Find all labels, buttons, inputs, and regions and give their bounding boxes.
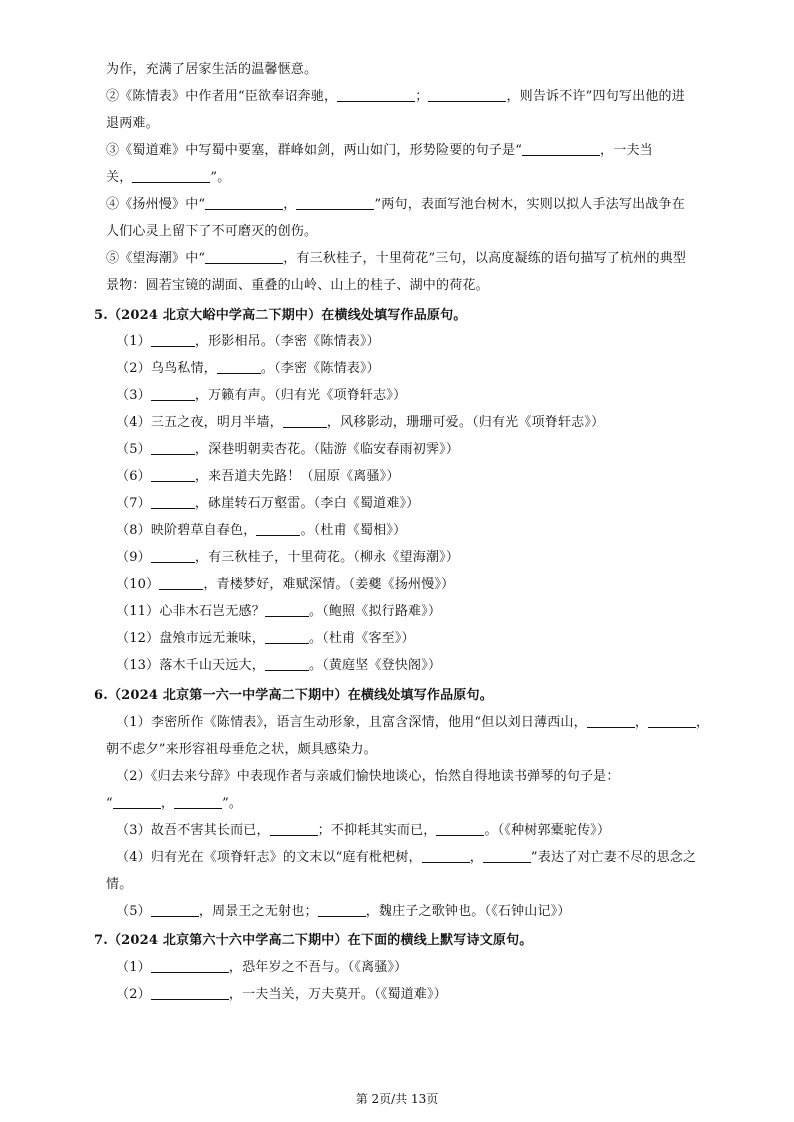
blank-line <box>270 822 318 836</box>
blank-line <box>151 986 229 1000</box>
list-item <box>116 656 724 676</box>
text: （1）李密所作《陈情表》，语言生动形象，且富含深情，他用“但以刘日薄西山， <box>116 715 587 730</box>
blank-line <box>217 360 261 374</box>
text-line <box>106 87 724 107</box>
text: （3）故吾不害其长而已， <box>116 823 270 838</box>
text: 退两难。 <box>106 116 159 131</box>
blank-line <box>151 495 195 509</box>
text: （10） <box>116 577 160 592</box>
text: ，则告诉不许”四句写出他的进 <box>506 89 685 104</box>
blank-line <box>205 250 283 264</box>
question-5-heading <box>94 306 724 326</box>
blank-line <box>265 630 309 644</box>
text-line <box>106 740 724 760</box>
text: ⑤《望海潮》中“ <box>106 251 206 266</box>
text: ，恐年岁之不吾与。（《离骚》） <box>228 960 408 975</box>
text-line <box>106 222 724 242</box>
list-item <box>116 767 724 787</box>
text: （1） <box>116 334 151 349</box>
text: ，魏庄子之歌钟也。（《石钟山记》） <box>365 904 571 919</box>
text: ，周景王之无射也； <box>198 904 318 919</box>
text-line <box>106 60 724 80</box>
blank-line <box>151 903 199 917</box>
text: （1） <box>116 960 151 975</box>
text: （4）三五之夜，明月半墙， <box>116 415 283 430</box>
blank-line <box>428 88 506 102</box>
text: ，形影相吊。（李密《陈情表》） <box>194 334 380 349</box>
text-line <box>106 195 724 215</box>
list-item <box>116 413 724 433</box>
blank-line <box>436 822 484 836</box>
blank-line <box>174 795 222 809</box>
text: （2）《归去来兮辞》中表现作者与亲戚们愉快地谈心，怡然自得地读书弹琴的句子是： <box>116 769 620 784</box>
text: ， <box>283 197 297 212</box>
text: ④《扬州慢》中“ <box>106 197 206 212</box>
question-7-heading <box>94 931 724 951</box>
text: ”。 <box>222 796 243 811</box>
question-number: 7. <box>94 933 108 948</box>
list-item <box>116 629 724 649</box>
text-line <box>106 794 724 814</box>
blank-line <box>265 657 309 671</box>
text: 。（杜甫《客至》） <box>308 631 415 646</box>
text: ，有三秋桂子，十里荷花”三句，以高度凝练的语句描写了杭州的典型 <box>283 251 687 266</box>
text-line <box>106 276 724 296</box>
text: ③《蜀道难》中写蜀中要塞，群峰如剑，两山如门，形势险要的句子是“ <box>106 143 523 158</box>
list-item <box>116 467 724 487</box>
text: 朝不虑夕”来形容祖母垂危之状，颇具感染力。 <box>106 742 377 757</box>
blank-line <box>151 387 195 401</box>
text: 关， <box>106 170 133 185</box>
question-text: （2024 北京大峪中学高二下期中）在横线处填写作品原句。 <box>107 308 467 323</box>
blank-line <box>151 959 229 973</box>
blank-line <box>151 468 195 482</box>
text: （12）盘飧市远无兼味， <box>116 631 265 646</box>
blank-line <box>151 441 195 455</box>
text: ”表达了对亡妻不尽的思念之 <box>530 850 697 865</box>
text: （2） <box>116 987 151 1002</box>
text: ，来吾道夫先路！（屈原《离骚》） <box>194 469 400 484</box>
question-6-heading <box>94 686 724 706</box>
text: ， <box>696 715 710 730</box>
text: 。（李密《陈情表》） <box>260 361 380 376</box>
text: （7） <box>116 496 151 511</box>
question-number: 6. <box>94 688 108 703</box>
blank-line <box>113 795 161 809</box>
blank-line <box>151 333 195 347</box>
blank-line <box>265 603 309 617</box>
blank-line <box>256 522 300 536</box>
list-item <box>116 848 724 868</box>
question-text: （2024 北京第六十六中学高二下期中）在下面的横线上默写诗文原句。 <box>107 933 533 948</box>
text: 。（《种树郭橐驼传》） <box>484 823 611 838</box>
text: 景物：圆若宝镜的湖面、重叠的山岭、山上的桂子、湖中的荷花。 <box>106 278 489 293</box>
blank-line <box>422 849 470 863</box>
blank-line <box>151 549 195 563</box>
list-item <box>116 958 724 978</box>
text: （4）归有光在《项脊轩志》的文末以“庭有枇杷树， <box>116 850 422 865</box>
blank-line <box>205 196 283 210</box>
question-number: 5. <box>94 308 108 323</box>
text: （9） <box>116 550 151 565</box>
blank-line <box>337 88 415 102</box>
text: ，一夫当关，万夫莫开。（《蜀道难》） <box>228 987 447 1002</box>
text: ，深巷明朝卖杏花。（陆游《临安春雨初霁》） <box>194 442 460 457</box>
text: （5） <box>116 442 151 457</box>
text: 人们心灵上留下了不可磨灭的创伤。 <box>106 224 318 239</box>
text: ， <box>634 715 649 730</box>
blank-line <box>296 196 374 210</box>
list-item <box>116 494 724 514</box>
blank-line <box>522 142 600 156</box>
text: ②《陈情表》中作者用“臣欲奉诏奔驰， <box>106 89 338 104</box>
text: ，一夫当 <box>600 143 653 158</box>
list-item <box>116 440 724 460</box>
text-line <box>106 875 724 895</box>
list-item <box>116 985 724 1005</box>
blank-line <box>318 903 366 917</box>
text: 情。 <box>106 877 133 892</box>
list-item <box>116 521 724 541</box>
blank-line <box>283 414 327 428</box>
blank-line <box>648 714 696 728</box>
text: ，砯崖转石万壑雷。（李白《蜀道难》） <box>194 496 420 511</box>
text: （2）乌鸟私情， <box>116 361 217 376</box>
list-item <box>116 548 724 568</box>
text: ，青楼梦好，难赋深情。（姜夔《扬州慢》） <box>203 577 455 592</box>
blank-line <box>132 169 210 183</box>
text: ”两句，表面写池台树木，实则以拟人手法写出战争在 <box>374 197 685 212</box>
text: 。（鲍照《拟行路难》） <box>308 604 442 619</box>
list-item <box>116 359 724 379</box>
text: （3） <box>116 388 151 403</box>
list-item <box>116 821 724 841</box>
text: “ <box>106 796 113 811</box>
text: （11）心非木石岂无感？ <box>116 604 265 619</box>
list-item <box>116 713 724 733</box>
text: ，有三秋桂子，十里荷花。（柳永《望海潮》） <box>194 550 460 565</box>
page-footer: 第 2页/共 13页 <box>355 1092 439 1106</box>
text: ； <box>415 89 429 104</box>
list-item <box>116 332 724 352</box>
blank-line <box>159 576 203 590</box>
text: ”。 <box>210 170 231 185</box>
question-text: （2024 北京第一六一中学高二下期中）在横线处填写作品原句。 <box>107 688 493 703</box>
list-item <box>116 602 724 622</box>
text: ，万籁有声。（归有光《项脊轩志》） <box>194 388 407 403</box>
text: ， <box>160 796 175 811</box>
text: （6） <box>116 469 151 484</box>
text-line <box>106 141 724 161</box>
list-item <box>116 386 724 406</box>
text-line <box>106 114 724 134</box>
text: ；不抑耗其实而已， <box>317 823 437 838</box>
text: 。（杜甫《蜀相》） <box>300 523 407 538</box>
text: ，风移影动，珊珊可爱。（归有光《项脊轩志》） <box>326 415 605 430</box>
text: （8）映阶碧草自春色， <box>116 523 257 538</box>
text: （13）落木千山天远大， <box>116 658 265 673</box>
list-item <box>116 575 724 595</box>
list-item <box>116 902 724 922</box>
text: 。（黄庭坚《登快阁》） <box>308 658 442 673</box>
text-line <box>106 249 724 269</box>
text: ， <box>469 850 483 865</box>
blank-line <box>483 849 531 863</box>
text: （5） <box>116 904 151 919</box>
text-line <box>106 168 724 188</box>
text: 为作，充满了居家生活的温馨惬意。 <box>106 62 318 77</box>
blank-line <box>587 714 635 728</box>
